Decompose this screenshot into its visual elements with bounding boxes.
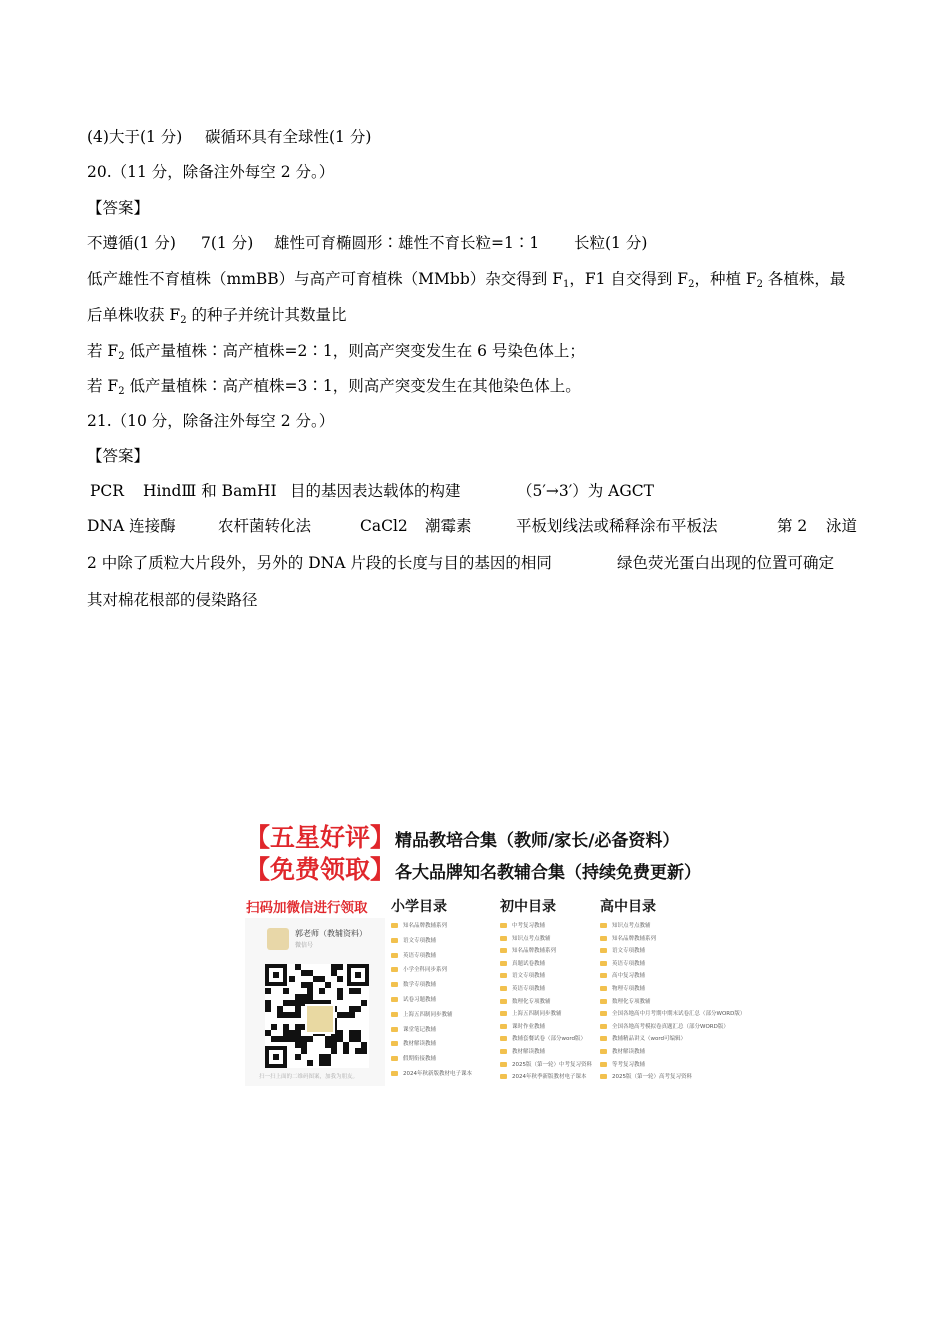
qr-module (361, 1000, 367, 1006)
catalog-item-label: 数理化专项教辅 (512, 998, 551, 1005)
answer-segment: 的种子并统计其数量比 (186, 306, 347, 324)
wechat-card (245, 918, 385, 1086)
folder-icon (500, 1036, 507, 1041)
answer-segment: 低产量植株∶高产植株=2∶1，则高产突变发生在 6 号染色体上； (124, 342, 585, 360)
qr-module (355, 988, 361, 994)
promo-line-1 (245, 818, 679, 854)
answer-segment: HindⅢ 和 BamHⅠ (143, 482, 277, 500)
catalog-title: 小学目录 (391, 899, 447, 915)
catalog-item[interactable] (600, 947, 645, 955)
subscript: 2 (118, 351, 125, 362)
catalog-item[interactable] (600, 972, 645, 980)
folder-icon (500, 923, 507, 928)
catalog-column-primary (391, 896, 472, 1077)
qr-module (337, 976, 343, 982)
folder-icon (500, 999, 507, 1004)
catalog-item[interactable] (391, 1055, 436, 1063)
answer-segment: 目的基因表达载体的构建 (290, 482, 461, 500)
catalog-item[interactable] (500, 1073, 587, 1081)
qr-finder (265, 1046, 287, 1068)
catalog-item[interactable] (500, 998, 551, 1006)
catalog-item-label: 教材解读教辅 (512, 1049, 546, 1055)
catalog-item[interactable] (600, 1010, 745, 1018)
catalog-item-label: 等考复习教辅 (612, 1061, 646, 1068)
answer-segment: 碳循环具有全球性(1 分) (205, 128, 372, 146)
answer-segment: 第 2 (777, 517, 808, 535)
subscript: 1 (562, 279, 570, 290)
catalog-item-label: 英语专项教辅 (512, 986, 546, 992)
catalog-item[interactable] (600, 935, 656, 943)
qr-module (355, 1006, 361, 1012)
answer-line (87, 341, 585, 361)
answer-line (87, 305, 347, 325)
contact-name: 郭老师（教辅资料） (295, 929, 367, 938)
catalog-item-label: 全国各地高考模拟卷真题汇总（部分WORD版） (612, 1023, 729, 1030)
catalog-item[interactable] (500, 1048, 545, 1056)
subscript: 2 (756, 279, 763, 290)
answer-segment: 若 F (87, 377, 119, 395)
answer-segment: 后单株收获 F (87, 306, 181, 324)
folder-icon (500, 948, 507, 953)
answer-segment: 平板划线法或稀释涂布平板法 (516, 517, 718, 535)
folder-icon (391, 938, 398, 943)
catalog-item[interactable] (600, 1035, 686, 1043)
folder-icon (600, 1011, 607, 1016)
folder-icon (500, 973, 507, 978)
catalog-title: 高中目录 (600, 899, 656, 915)
qr-module (295, 1054, 301, 1060)
catalog-item-label: 真题试卷教辅 (512, 960, 546, 967)
folder-icon (391, 982, 398, 987)
qr-module (337, 964, 343, 970)
catalog-item-label: 英语专项教辅 (403, 952, 437, 959)
qr-module (307, 1060, 313, 1066)
scan-tip: 扫一扫上面的二维码图案，加我为朋友。 (259, 1074, 359, 1080)
folder-icon (391, 1012, 398, 1017)
folder-icon (500, 986, 507, 991)
folder-icon (600, 986, 607, 991)
qr-module (361, 1048, 367, 1054)
catalog-item-label: 知识点考点教辅 (512, 935, 551, 942)
catalog-item[interactable] (600, 1023, 729, 1031)
catalog-item-label: 教材解读教辅 (612, 1049, 646, 1055)
catalog-item-label: 试卷习题教辅 (403, 997, 437, 1003)
promo-banner (245, 814, 746, 1086)
qr-module (301, 1048, 307, 1054)
qr-module (265, 988, 271, 994)
folder-icon (500, 936, 507, 941)
qr-module (337, 994, 343, 1000)
answer-segment: CaCl2 (360, 517, 408, 535)
catalog-item[interactable] (391, 1011, 453, 1019)
answer-segment: 低产量植株∶高产植株=3∶1，则高产突变发生在其他染色体上。 (124, 377, 581, 395)
answer-line (87, 269, 845, 289)
catalog-item[interactable] (391, 1040, 436, 1048)
catalog-title: 初中目录 (500, 899, 556, 915)
avatar (267, 928, 289, 950)
catalog-item-label: 高中复习教辅 (612, 973, 646, 980)
subscript: 2 (180, 315, 187, 326)
answer-segment: 20.（11 分，除备注外每空 2 分。） (87, 163, 335, 181)
qr-module (343, 1048, 349, 1054)
catalog-item-label: 语文专项教辅 (403, 937, 437, 944)
catalog-item[interactable] (500, 972, 545, 980)
answer-segment: 各植株，最 (763, 270, 846, 288)
answer-segment: (4)大于(1 分) (87, 128, 183, 146)
qr-module (283, 988, 289, 994)
qr-module (331, 1048, 337, 1054)
folder-icon (500, 961, 507, 966)
qr-module (325, 982, 331, 988)
answer-segment: 低产雄性不育植株（mmBB）与高产可育植株（MMbb）杂交得到 F (87, 270, 563, 288)
catalog-item-label: 物理专项教辅 (612, 986, 646, 992)
catalog-item-label: 2024年秋季新版教材电子课本 (512, 1074, 587, 1081)
answer-segment: 潮霉素 (425, 517, 472, 535)
catalog-item-label: 2024年秋新版教材电子课本 (403, 1071, 472, 1077)
folder-icon (391, 1056, 398, 1061)
answer-segment: （5′→3′）为 AGCT (517, 482, 654, 500)
catalog-item-label: 教辅套餐试卷（部分word版） (512, 1036, 587, 1043)
folder-icon (500, 1049, 507, 1054)
folder-icon (500, 1011, 507, 1016)
catalog-item[interactable] (600, 960, 645, 968)
catalog-item-label: 2025版（第一轮）中考复习资料 (512, 1061, 592, 1068)
catalog-item[interactable] (391, 937, 436, 945)
catalog-item-label: 语文专项教辅 (512, 973, 546, 980)
catalog-item[interactable] (500, 1023, 545, 1031)
promo-five-star-label: 【五星好评】 (245, 823, 396, 852)
catalog-column-senior (600, 896, 746, 1081)
folder-icon (600, 948, 607, 953)
promo-brands-text: 各大品牌知名教辅合集（持续免费更新） (395, 863, 702, 883)
catalog-item-label: 假期衔接教辅 (403, 1056, 437, 1063)
catalog-item[interactable] (600, 985, 645, 993)
catalog-item[interactable] (600, 1048, 645, 1056)
promo-collection-text: 精品教培合集（教师/家长/必备资料） (395, 831, 680, 851)
promo-line-2 (245, 850, 701, 886)
catalog-item-label: 小学全科同步系列 (403, 967, 448, 974)
answer-segment: ，F1 自交得到 F (569, 270, 689, 288)
catalog-item[interactable] (500, 960, 545, 968)
catalog-item-label: 课堂笔记教辅 (403, 1026, 437, 1033)
qr-module (271, 1024, 277, 1030)
catalog-item-label: 知名品牌教辅系列 (612, 935, 657, 942)
catalog-item[interactable] (500, 1061, 592, 1069)
folder-icon (391, 1027, 398, 1032)
answer-segment: ，种植 F (694, 270, 757, 288)
answer-line (87, 376, 581, 396)
catalog-item-label: 英语专项教辅 (612, 960, 646, 967)
catalog-item[interactable] (500, 985, 545, 993)
catalog-item[interactable] (500, 1035, 586, 1043)
qr-finder (265, 964, 287, 986)
qr-module (349, 1012, 355, 1018)
catalog-item-label: 教辅精品讲义（word可编辑） (612, 1036, 687, 1043)
catalog-item-label: 全国各地高中月考期中期末试卷汇总（部分WORD版） (612, 1011, 746, 1018)
scan-wechat-text: 扫码加微信进行领取 (246, 900, 368, 916)
folder-icon (500, 1074, 507, 1079)
folder-icon (500, 1024, 507, 1029)
catalog-item-label: 中考复习教辅 (512, 923, 546, 929)
folder-icon (600, 936, 607, 941)
folder-icon (600, 1024, 607, 1029)
catalog-item[interactable] (500, 1010, 562, 1018)
catalog-item[interactable] (600, 1061, 645, 1069)
qr-module (307, 1036, 313, 1042)
qr-finder (347, 964, 369, 986)
qr-center-logo (305, 1004, 335, 1034)
answer-segment: 7(1 分) (201, 234, 254, 252)
folder-icon (600, 1062, 607, 1067)
folder-icon (391, 967, 398, 972)
folder-icon (391, 997, 398, 1002)
catalog-item[interactable] (391, 952, 436, 960)
answer-segment: 21.（10 分，除备注外每空 2 分。） (87, 412, 335, 430)
answer-segment: 绿色荧光蛋白出现的位置可确定 (617, 554, 835, 572)
catalog-item-label: 语文专项教辅 (612, 948, 646, 955)
answer-segment: DNA 连接酶 (87, 517, 176, 535)
folder-icon (391, 923, 398, 928)
catalog-item-label: 教材解读教辅 (403, 1041, 437, 1048)
catalog-item-label: 知名品牌教辅系列 (403, 923, 448, 929)
folder-icon (600, 999, 607, 1004)
catalog-item-label: 课时作业教辅 (512, 1023, 546, 1030)
folder-icon (600, 973, 607, 978)
folder-icon (600, 1074, 607, 1079)
qr-module (325, 1060, 331, 1066)
folder-icon (600, 961, 607, 966)
catalog-column-junior (500, 896, 592, 1081)
qr-code[interactable] (265, 964, 369, 1068)
catalog-item-label: 数学专项教辅 (403, 982, 437, 989)
answer-segment: 长粒(1 分) (574, 234, 648, 252)
catalog-item[interactable] (600, 1073, 692, 1081)
folder-icon (500, 1062, 507, 1067)
catalog-item-label: 2025版（第一轮）高考复习资料 (612, 1074, 692, 1081)
catalog-item[interactable] (391, 1070, 472, 1078)
folder-icon (391, 953, 398, 958)
contact-sub: 微信号 (295, 942, 314, 949)
answer-segment: 2 中除了质粒大片段外，另外的 DNA 片段的长度与目的基因的相同 (87, 554, 552, 572)
qr-module (319, 988, 325, 994)
answer-segment: PCR (90, 482, 124, 500)
answer-segment: 农杆菌转化法 (218, 517, 312, 535)
catalog-item[interactable] (391, 966, 447, 974)
subscript: 2 (688, 279, 695, 290)
catalog-item[interactable] (500, 935, 551, 943)
folder-icon (391, 1041, 398, 1046)
catalog-item-label: 上海五四制同步教辅 (403, 1011, 453, 1018)
catalog-item[interactable] (391, 981, 436, 989)
folder-icon (391, 1071, 398, 1076)
catalog-item[interactable] (500, 947, 556, 955)
answer-segment: 雄性可育椭圆形∶雄性不育长粒=1∶1 (274, 234, 540, 252)
catalog-item-label: 知识点考点教辅 (612, 923, 651, 929)
catalog-item-label: 上海五四制同步教辅 (512, 1011, 562, 1018)
qr-module (289, 976, 295, 982)
folder-icon (600, 923, 607, 928)
answer-segment: 若 F (87, 342, 119, 360)
folder-icon (600, 1036, 607, 1041)
catalog-item[interactable] (500, 922, 545, 930)
answer-segment: 其对棉花根部的侵染路径 (87, 591, 258, 609)
qr-module (265, 1006, 271, 1012)
qr-module (295, 1012, 301, 1018)
catalog-item[interactable] (391, 1026, 436, 1034)
answer-segment: 【答案】 (87, 199, 150, 217)
catalog-item[interactable] (600, 998, 651, 1006)
promo-free-label: 【免费领取】 (245, 855, 396, 884)
catalog-item-label: 数理化专项教辅 (612, 998, 651, 1005)
subscript: 2 (118, 386, 125, 397)
catalog-item[interactable] (391, 922, 447, 930)
answer-segment: 泳道 (826, 517, 858, 535)
catalog-item-label: 知名品牌教辅系列 (512, 948, 557, 955)
catalog-item[interactable] (600, 922, 651, 930)
folder-icon (600, 1049, 607, 1054)
catalog-item[interactable] (391, 996, 436, 1004)
answer-segment: 不遵循(1 分) (87, 234, 176, 252)
answer-segment: 【答案】 (87, 447, 150, 465)
